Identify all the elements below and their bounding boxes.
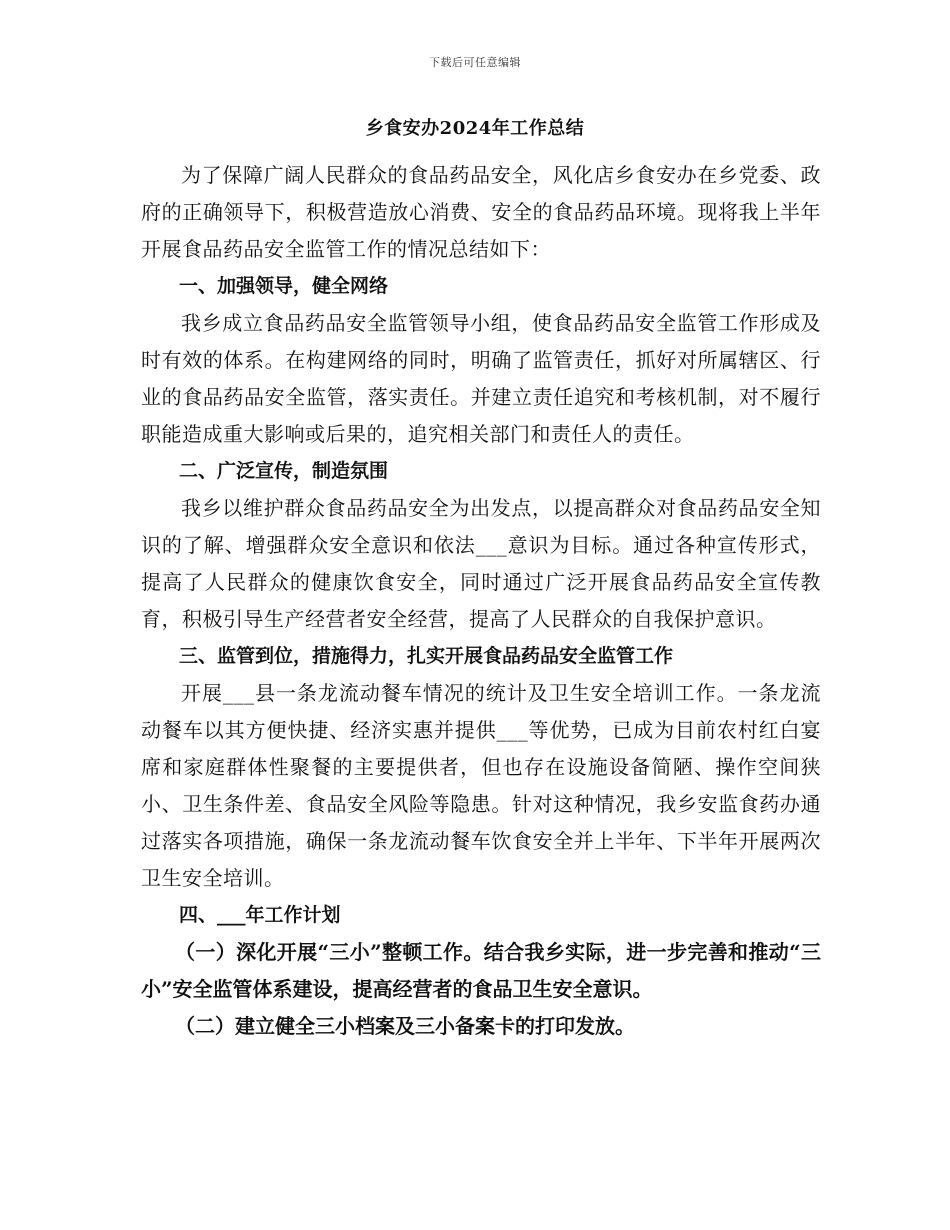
plan-item-2: （二）建立健全三小档案及三小备案卡的打印发放。 — [175, 1014, 635, 1038]
section-heading-3: 三、监管到位，措施得力，扎实开展食品药品安全监管工作 — [179, 645, 674, 667]
header-note: 下载后可任意编辑 — [429, 56, 521, 69]
plan-item-1: （一）深化开展“三小”整顿工作。结合我乡实际，进一步完善和推动“三小”安全监管体系建设，提高经营者的食品卫生安全意识。 — [141, 940, 821, 1001]
section-heading-2: 二、广泛宣传，制造氛围 — [179, 460, 389, 482]
section-heading-4: 四、___年工作计划 — [179, 904, 341, 926]
intro-paragraph: 为了保障广阔人民群众的食品药品安全，风化店乡食安办在乡党委、政府的正确领导下，积极营造放心消费、安全的食品药品环境。现将我上半年开展食品药品安全监管工作的情况总结如下： — [141, 163, 821, 261]
section-3-paragraph: 开展___县一条龙流动餐车情况的统计及卫生安全培训工作。一条龙流动餐车以其方便快捷、经济实惠并提供___等优势，已成为目前农村红白宴席和家庭群体性聚餐的主要提供者，但也存在设施设备简陋、操作空间狭小、卫生条件差、食品安全风险等隐患。针对这种情况，我乡安监食药办通过落实各项措施，确保一条龙流动餐车饮食安全并上半年、下半年开展两次卫生安全培训。 — [141, 681, 821, 890]
section-heading-1: 一、加强领导，健全网络 — [179, 275, 389, 297]
document-body — [141, 157, 821, 1045]
section-2-paragraph: 我乡以维护群众食品药品安全为出发点，以提高群众对食品药品安全知识的了解、增强群众安全意识和依法___意识为目标。通过各种宣传形式，提高了人民群众的健康饮食安全，同时通过广泛开展食品药品安全宣传教育，积极引导生产经营者安全经营，提高了人民群众的自我保护意识。 — [141, 496, 821, 631]
document-title: 乡食安办2024年工作总结 — [365, 118, 585, 139]
section-1-paragraph: 我乡成立食品药品安全监管领导小组，使食品药品安全监管工作形成及时有效的体系。在构建网络的同时，明确了监管责任，抓好对所属辖区、行业的食品药品安全监管，落实责任。并建立责任追究和考核机制，对不履行职能造成重大影响或后果的，追究相关部门和责任人的责任。 — [141, 311, 821, 446]
